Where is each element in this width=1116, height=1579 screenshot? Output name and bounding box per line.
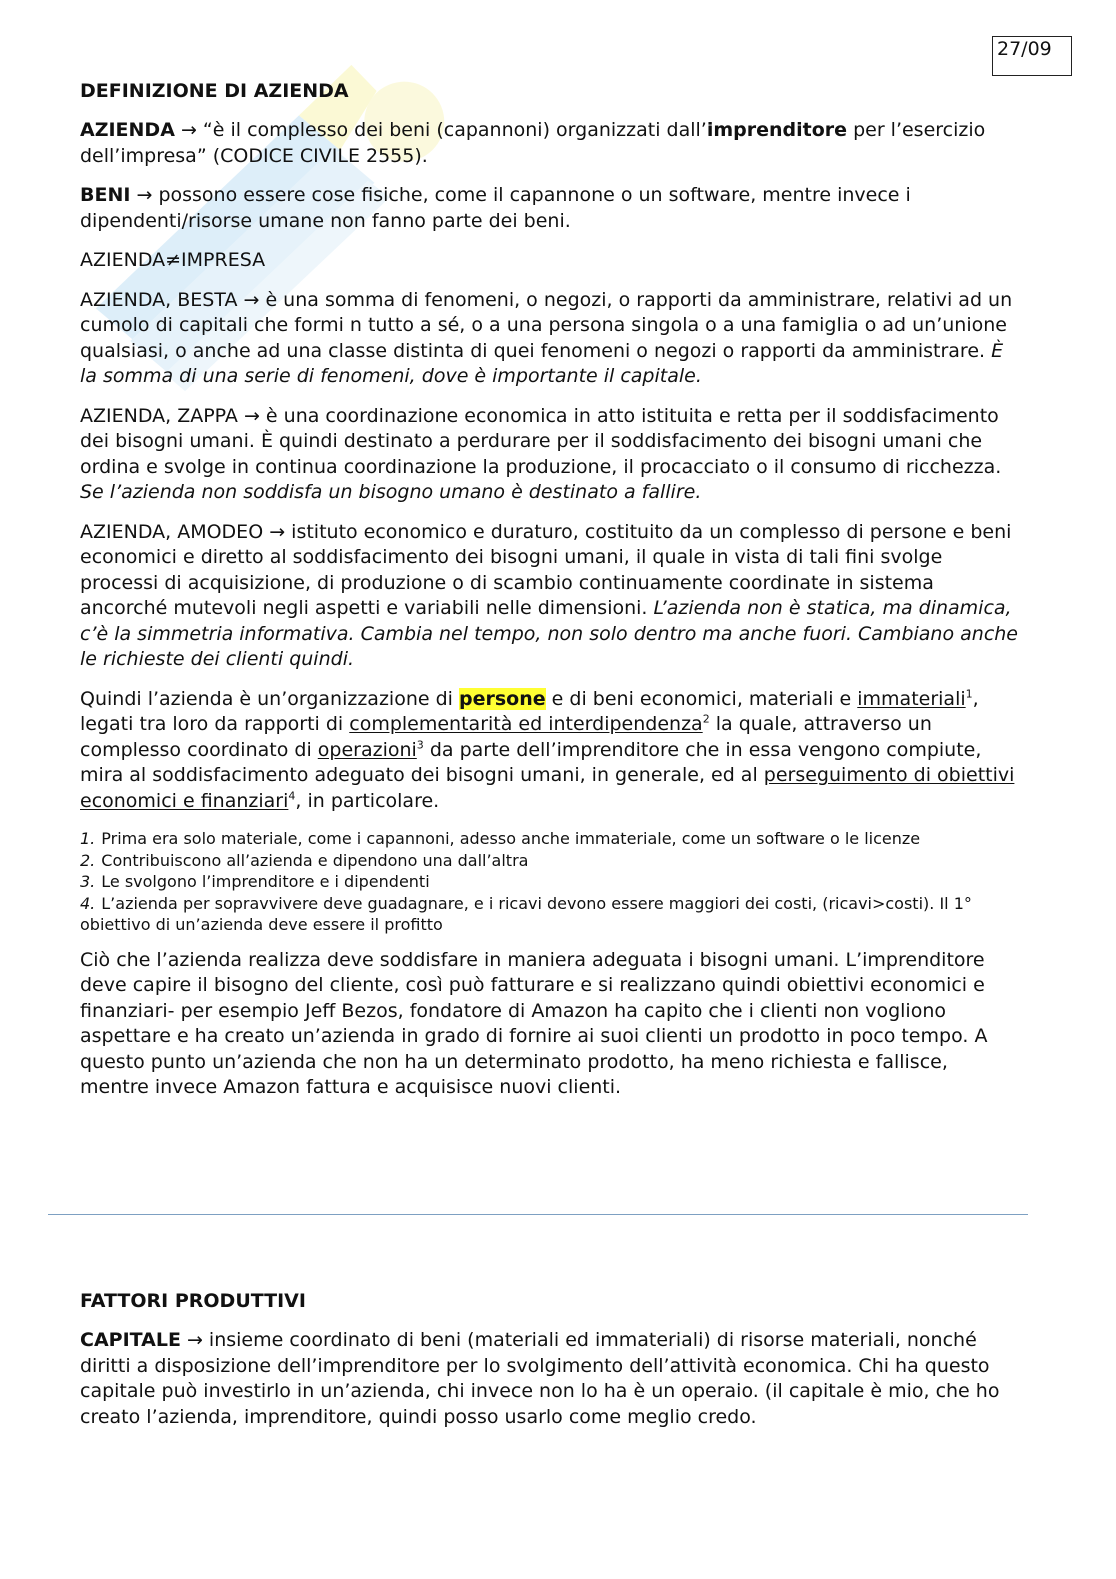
text: e di beni economici, materiali e: [545, 687, 858, 710]
footnote-ref: 4: [288, 789, 296, 803]
horizontal-divider: [48, 1214, 1028, 1215]
text: Quindi l’azienda è un’organizzazione di: [80, 687, 459, 710]
list-text: Le svolgono l’imprenditore e i dipendenti: [101, 872, 430, 891]
highlighted-text: persone: [458, 687, 546, 710]
list-text: L’azienda per sopravvivere deve guadagnare, e i ricavi devono essere maggiori dei costi, (ricavi>costi). Il 1° obiettivo di un’azienda deve essere il profitto: [80, 893, 972, 934]
text: da parte dell’imprenditore che in essa vengono compiute, mira al soddisfacimento adeguato dei bisogni umani, in generale, ed al: [80, 738, 982, 786]
list-item: [80, 893, 1020, 936]
italic-note: È la somma di una serie di fenomeni, dove è importante il capitale.: [80, 339, 1004, 387]
term: AZIENDA, AMODEO: [80, 520, 264, 543]
date-box: 27/09: [992, 36, 1072, 76]
text: è una somma di fenomeni, o negozi, o rapporti da amministrare, relativi ad un cumolo di capitali che formi n tutto a sé, o a una persona singola o a una famiglia o ad un’unione qualsiasi, o anche ad una classe distinta di quei fenomeni o negozi o rapporti da amministrare.: [80, 288, 1013, 362]
paragraph-azienda: [80, 118, 1020, 169]
text: istituto economico e duraturo, costituito da un complesso di persone e beni economici e diretto al soddisfacimento dei bisogni umani, il quale in vista di tali fini svolge processi di acquisizione, di produzione o di scambio continuamente coordinate in sistema ancorché mutevoli negli aspetti e variabili nelle dimensioni.: [80, 520, 1012, 619]
term: AZIENDA, ZAPPA: [80, 404, 238, 427]
section-title: DEFINIZIONE DI AZIENDA: [80, 80, 349, 102]
text: è una coordinazione economica in atto istituita e retta per il soddisfacimento dei bisogni umani. È quindi destinato a perdurare per il soddisfacimento dei bisogni umani che ordina e svolge in continua coordinazione la produzione, il procacciato o il consumo di ricchezza.: [80, 404, 1002, 478]
list-number: 2.: [80, 850, 96, 870]
paragraph-zappa: [80, 404, 1020, 506]
italic-note: Se l’azienda non soddisfa un bisogno umano è destinato a fallire.: [80, 481, 702, 503]
arrow-right-icon: →: [186, 1329, 203, 1351]
list-text: Prima era solo materiale, come i capannoni, adesso anche immateriale, come un software o le licenze: [101, 829, 921, 848]
text: “è il complesso dei beni (capannoni) organizzati dall’: [196, 119, 707, 141]
text: possono essere cose fisiche, come il capannone o un software, mentre invece i dipendenti/risorse umane non fanno parte dei beni.: [80, 184, 911, 232]
paragraph-beni: [80, 183, 1020, 234]
list-text: Contribuiscono all’azienda e dipendono una dall’altra: [101, 850, 529, 870]
paragraph-amazon: Ciò che l’azienda realizza deve soddisfare in maniera adeguata i bisogni umani. L’imprenditore deve capire il bisogno del cliente, così può fatturare e si realizzano quindi obiettivi economici e finanziari- per esempio Jeff Bezos, fondatore di Amazon ha capito che i clienti non vogliono aspettare e ha creato un’azienda in grado di fornire ai suoi clienti un prodotto in poco tempo. A questo punto un’azienda che non ha un determinato prodotto, ha meno richiesta e fallisce, mentre invece Amazon fattura e acquisisce nuovi clienti.: [80, 948, 988, 1098]
term: BENI: [80, 184, 131, 206]
paragraph-amodeo: [80, 520, 1020, 673]
list-item: [80, 871, 1020, 893]
paragraph-besta: [80, 288, 1020, 390]
section-fattori-produttivi: [80, 1288, 1020, 1444]
term: AZIENDA, BESTA: [80, 288, 238, 311]
arrow-right-icon: →: [180, 119, 197, 141]
text: , in particolare.: [295, 789, 440, 812]
list-number: 3.: [80, 872, 96, 891]
section-definizione: [80, 78, 1020, 1115]
footnotes-list: [80, 828, 1020, 936]
bold-text: imprenditore: [706, 119, 848, 141]
underlined-text: operazioni: [317, 738, 417, 761]
paragraph-capitale: [80, 1328, 1020, 1430]
italic-note: L’azienda non è statica, ma dinamica, c’è la simmetria informativa. Cambia nel tempo, non solo dentro ma anche fuori. Cambiano anche le richieste dei clienti quindi.: [80, 597, 1018, 670]
text: per l’esercizio dell’impresa” (CODICE CIVILE 2555).: [80, 119, 986, 167]
section-title: FATTORI PRODUTTIVI: [80, 1290, 306, 1312]
arrow-right-icon: →: [136, 184, 153, 206]
term: AZIENDA: [80, 119, 175, 141]
list-item: [80, 850, 1020, 872]
underlined-text: complementarità ed interdipendenza: [349, 713, 703, 735]
text: insieme coordinato di beni (materiali ed immateriali) di risorse materiali, nonché diritti a disposizione dell’imprenditore per lo svolgimento dell’attività economica. Chi ha questo capitale può investirlo in un’azienda, chi invece non lo ha è un operaio. (il capitale è mio, che ho creato l’azienda, imprenditore, quindi posso usarlo come meglio credo.: [80, 1329, 1000, 1428]
text: la quale, attraverso un complesso coordinato di: [80, 713, 932, 761]
underlined-text: immateriali: [857, 687, 966, 710]
arrow-right-icon: →: [269, 520, 286, 543]
list-number: 4.: [80, 893, 96, 913]
footnote-ref: 3: [416, 738, 424, 752]
list-item: [80, 828, 1020, 850]
footnote-ref: 1: [965, 687, 973, 701]
paragraph-summary: [80, 687, 1020, 815]
arrow-right-icon: →: [243, 404, 260, 427]
arrow-right-icon: →: [243, 288, 260, 311]
paragraph-azienda-impresa: AZIENDA≠IMPRESA: [80, 249, 266, 271]
list-number: 1.: [80, 829, 96, 848]
underlined-text: perseguimento di obiettivi economici e finanziari: [80, 764, 1015, 812]
text: , legati tra loro da rapporti di: [80, 687, 979, 735]
term: CAPITALE: [80, 1329, 181, 1351]
footnote-ref: 2: [702, 712, 710, 726]
